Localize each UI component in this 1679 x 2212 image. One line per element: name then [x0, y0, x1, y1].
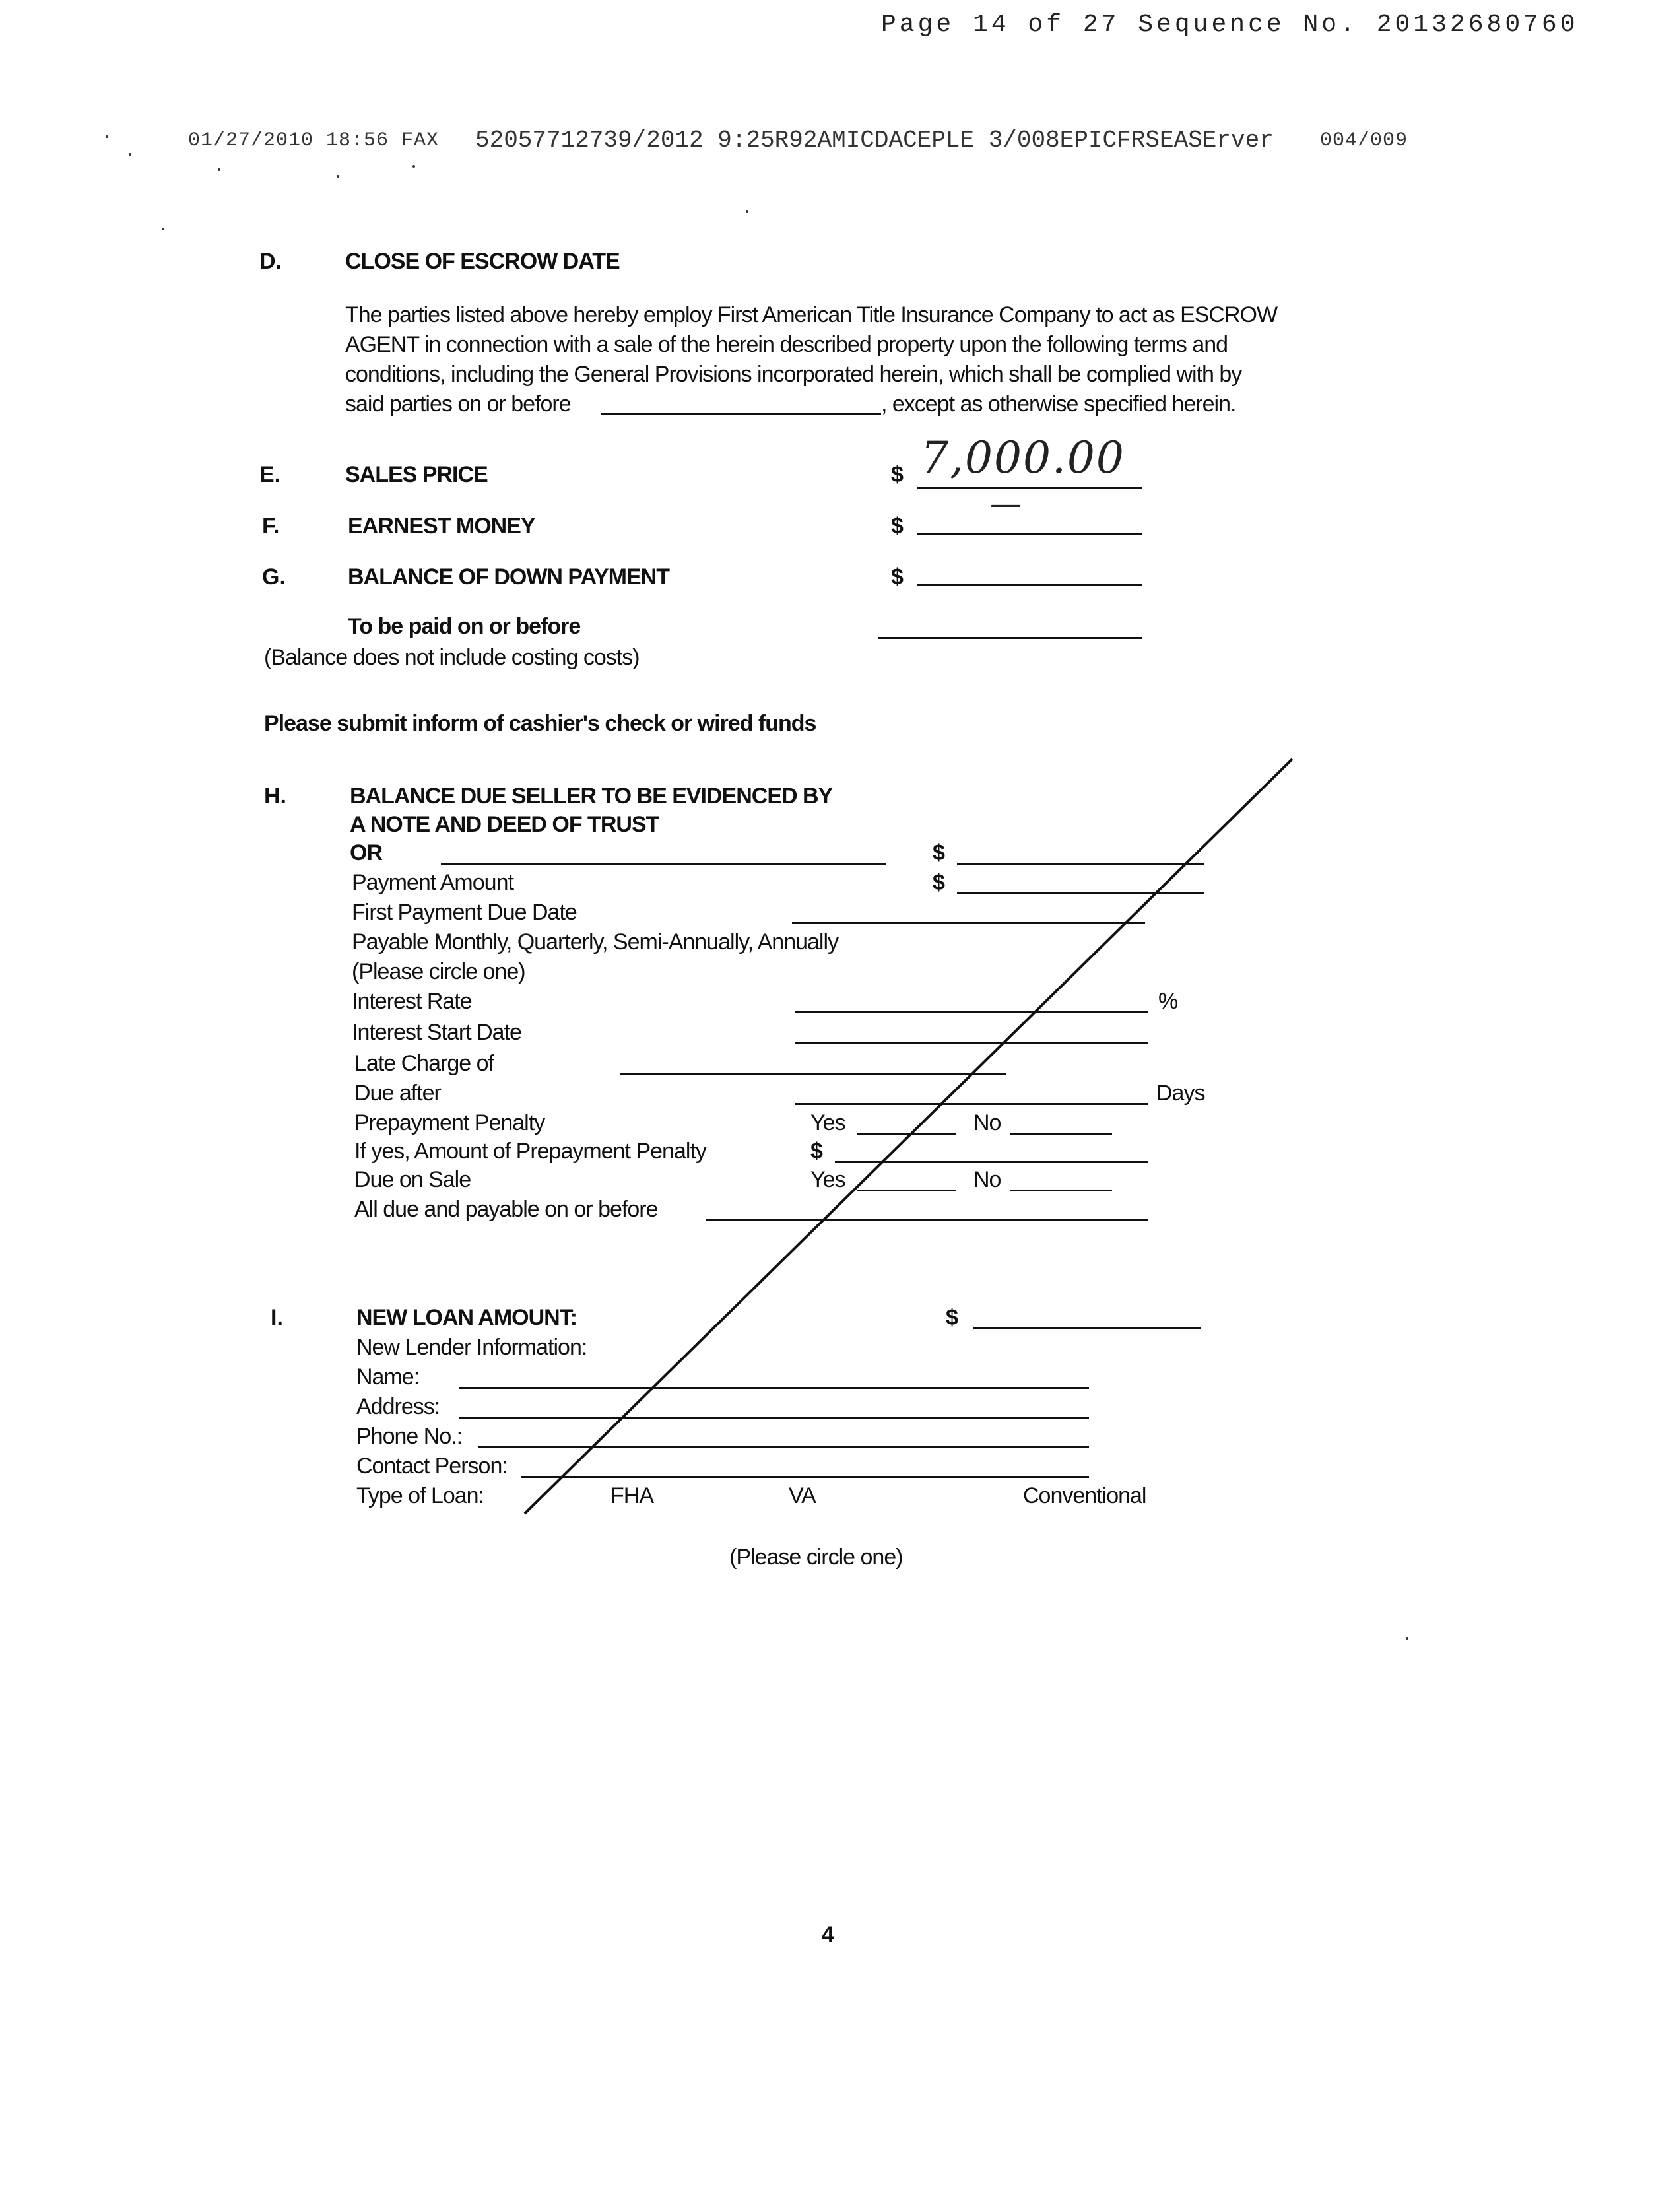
- payment-amount-currency: $: [933, 870, 945, 895]
- section-d-letter: D.: [259, 249, 282, 274]
- sales-price-currency: $: [891, 462, 904, 487]
- loan-type-conventional-option[interactable]: Conventional: [1023, 1483, 1146, 1508]
- days-label: Days: [1156, 1081, 1205, 1106]
- prepayment-no-label: No: [973, 1110, 1001, 1135]
- section-d-paragraph-4b: , except as otherwise specified herein.: [881, 391, 1236, 417]
- submit-funds-note: Please submit inform of cashier's check or wired funds: [264, 711, 816, 736]
- page-number: 4: [822, 1922, 834, 1947]
- note-amount-currency: $: [933, 840, 945, 865]
- section-d-title: CLOSE OF ESCROW DATE: [345, 249, 620, 274]
- lender-address-label: Address:: [356, 1394, 440, 1419]
- earnest-money-label: EARNEST MONEY: [348, 514, 535, 539]
- all-due-label: All due and payable on or before: [354, 1197, 658, 1222]
- interest-rate-label: Interest Rate: [352, 989, 472, 1014]
- prepayment-amount-currency: $: [810, 1139, 823, 1164]
- due-on-sale-yes-label: Yes: [810, 1167, 845, 1192]
- fax-page-count: 004/009: [1320, 129, 1408, 152]
- section-d-paragraph-2: AGENT in connection with a sale of the herein described property upon the following terms and: [345, 332, 1228, 357]
- page-sequence-header: Page 14 of 27 Sequence No. 20132680760: [881, 11, 1579, 39]
- new-lender-information-label: New Lender Information:: [356, 1335, 587, 1360]
- loan-type-fha-option[interactable]: FHA: [610, 1483, 653, 1508]
- payable-frequency-label: Payable Monthly, Quarterly, Semi-Annually, Annually: [352, 929, 839, 955]
- section-i-letter: I.: [271, 1305, 283, 1330]
- lender-phone-label: Phone No.:: [356, 1424, 463, 1449]
- earnest-money-currency: $: [891, 514, 904, 539]
- payable-circle-one: (Please circle one): [352, 959, 525, 984]
- section-d-paragraph-4a: said parties on or before: [345, 391, 571, 417]
- section-h-letter: H.: [264, 784, 286, 809]
- interest-start-date-label: Interest Start Date: [352, 1020, 521, 1045]
- loan-type-circle-one: (Please circle one): [729, 1545, 903, 1570]
- sales-price-label: SALES PRICE: [345, 462, 488, 487]
- section-h-title-1: BALANCE DUE SELLER TO BE EVIDENCED BY: [350, 784, 833, 809]
- percent-sign: %: [1158, 989, 1178, 1014]
- late-charge-label: Late Charge of: [354, 1051, 494, 1076]
- section-h-title-2: A NOTE AND DEED OF TRUST: [350, 812, 659, 837]
- new-loan-amount-currency: $: [946, 1305, 958, 1330]
- first-payment-date-label: First Payment Due Date: [352, 900, 577, 925]
- type-of-loan-label: Type of Loan:: [356, 1483, 484, 1508]
- section-d-paragraph-1: The parties listed above hereby employ First American Title Insurance Company to act as ESCROW: [345, 302, 1278, 327]
- sales-price-value[interactable]: 7,000.00: [921, 432, 1125, 483]
- to-be-paid-label: To be paid on or before: [348, 614, 581, 639]
- fax-timestamp: 01/27/2010 18:56 FAX: [188, 129, 440, 152]
- due-on-sale-no-label: No: [973, 1167, 1001, 1192]
- balance-note: (Balance does not include costing costs): [264, 645, 640, 670]
- section-g-letter: G.: [262, 564, 286, 589]
- prepayment-amount-label: If yes, Amount of Prepayment Penalty: [354, 1139, 706, 1164]
- section-e-letter: E.: [259, 462, 281, 487]
- prepayment-penalty-label: Prepayment Penalty: [354, 1110, 545, 1135]
- prepayment-yes-label: Yes: [810, 1110, 845, 1135]
- section-d-paragraph-3: conditions, including the General Provisions incorporated herein, which shall be complied with by: [345, 362, 1242, 387]
- due-after-label: Due after: [354, 1081, 441, 1106]
- new-loan-amount-label: NEW LOAN AMOUNT:: [356, 1305, 577, 1330]
- due-on-sale-label: Due on Sale: [354, 1167, 471, 1192]
- fax-overprint-text: 52057712739/2012 9:25R92AMICDACEPLE 3/008EPICFRSEASErver: [475, 127, 1274, 154]
- balance-down-payment-label: BALANCE OF DOWN PAYMENT: [348, 564, 669, 589]
- lender-contact-label: Contact Person:: [356, 1454, 508, 1479]
- payment-amount-label: Payment Amount: [352, 870, 513, 895]
- lender-name-label: Name:: [356, 1364, 420, 1390]
- section-f-letter: F.: [262, 514, 280, 539]
- section-h-or: OR: [350, 840, 382, 865]
- balance-down-payment-currency: $: [891, 564, 904, 589]
- loan-type-va-option[interactable]: VA: [789, 1483, 816, 1508]
- earnest-money-value[interactable]: —: [990, 485, 1023, 522]
